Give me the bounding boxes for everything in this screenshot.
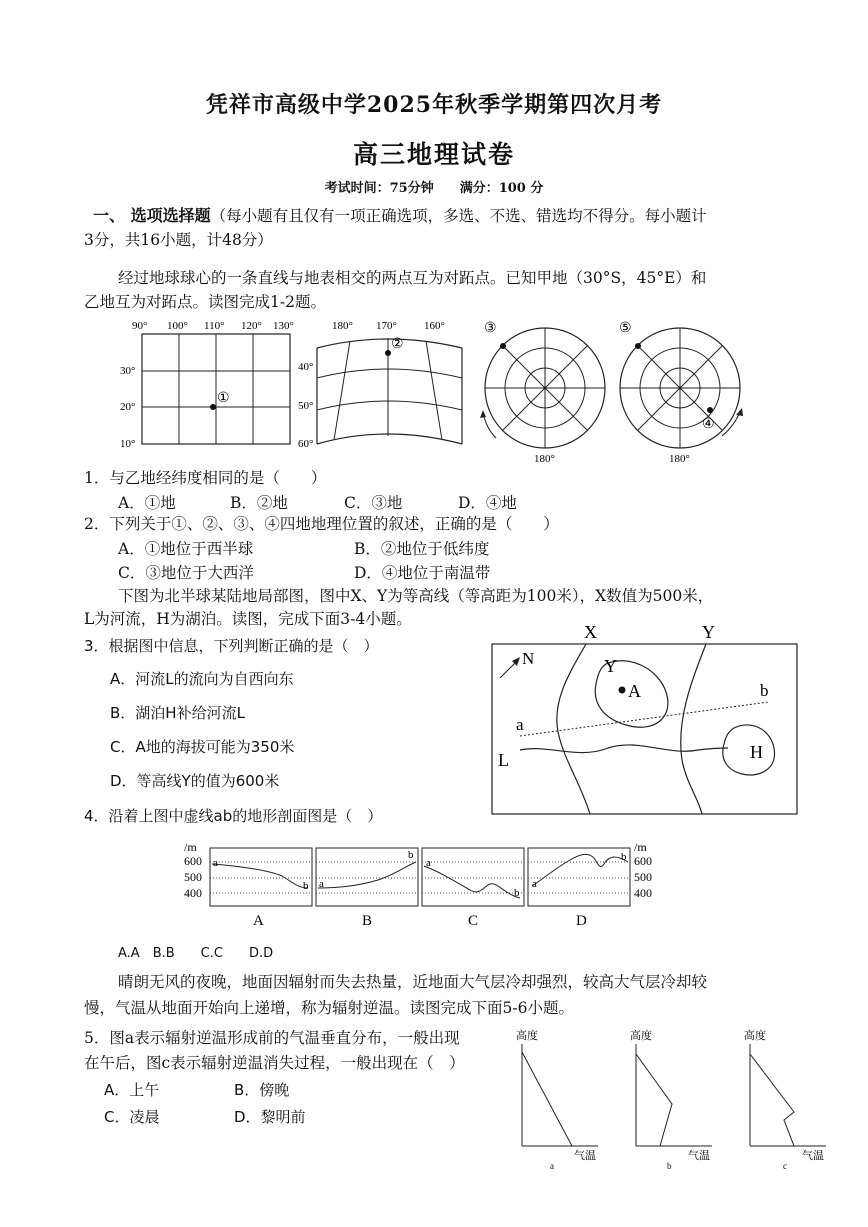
label-n: N xyxy=(522,649,535,668)
tick-400: 400 xyxy=(184,886,202,900)
label-l: L xyxy=(498,750,509,770)
point-4: ④ xyxy=(702,417,715,432)
polar1-bottom-label: 180° xyxy=(534,453,555,465)
section1-desc2: 3分，共16小题，计48分） xyxy=(84,231,273,249)
svg-text:A: A xyxy=(253,913,264,929)
label-x: X xyxy=(584,622,597,642)
tick-500-right: 500 xyxy=(634,870,652,884)
curve-top-label: 180° xyxy=(332,320,353,332)
intro12-line1: 经过地球球心的一条直线与地表相交的两点互为对跖点。已知甲地（30°S，45°E）和 xyxy=(118,269,707,287)
svg-text:B: B xyxy=(362,913,373,929)
label-h: H xyxy=(750,742,763,762)
section1-desc1: （每小题有且仅有一项正确选项，多选、不选、错选均不得分。每小题计 xyxy=(210,207,707,225)
contour-map xyxy=(488,620,803,820)
svg-text:高度: 高度 xyxy=(516,1030,538,1042)
profile-panel-c xyxy=(422,848,524,929)
svg-text:b: b xyxy=(621,851,627,863)
exam-info: 考试时间：75分钟 满分：100 分 xyxy=(324,181,544,196)
svg-text:a: a xyxy=(550,1161,554,1171)
inversion-panel-c xyxy=(744,1028,826,1171)
q5-stem-1: 5．图a表示辐射逆温形成前的气温垂直分布，一般出现 xyxy=(84,1029,460,1047)
q5-option-a: A．上午 xyxy=(104,1081,160,1099)
point-3: ③ xyxy=(484,321,497,336)
q2-option-d: D．④地位于南温带 xyxy=(354,564,491,582)
tick-500: 500 xyxy=(184,870,202,884)
curve-top-label: 160° xyxy=(424,320,445,332)
svg-text:b: b xyxy=(667,1161,672,1171)
section1-heading: 一、 选项选择题 xyxy=(93,206,211,225)
curve-map xyxy=(298,320,462,450)
intro34-line1: 下图为北半球某陆地局部图，图中X、Y为等高线（等高距为100米），X数值为500米， xyxy=(118,587,714,605)
svg-text:高度: 高度 xyxy=(630,1030,652,1042)
curve-left-label: 50° xyxy=(298,400,314,412)
curve-left-label: 60° xyxy=(298,438,314,450)
point-2: ② xyxy=(391,337,404,352)
label-y-top: Y xyxy=(702,622,715,642)
grid-top-label: 110° xyxy=(204,320,225,332)
q1-option-d: D．④地 xyxy=(458,494,517,512)
svg-text:c: c xyxy=(783,1161,787,1171)
q4-stem: 4．沿着上图中虚线ab的地形剖面图是（ ） xyxy=(84,807,383,825)
svg-text:a: a xyxy=(319,878,324,890)
q1-stem: 1．与乙地经纬度相同的是（ ） xyxy=(84,469,327,487)
svg-text:b: b xyxy=(303,880,309,892)
unit-left: /m xyxy=(184,840,197,854)
intro56-line1: 晴朗无风的夜晚，地面因辐射而失去热量，近地面大气层冷却强烈，较高大气层冷却较 xyxy=(118,973,708,991)
inversion-panel-a xyxy=(516,1028,598,1171)
q2-option-b: B．②地位于低纬度 xyxy=(354,540,490,558)
q2-option-c: C．③地位于大西洋 xyxy=(118,564,254,582)
svg-text:气温: 气温 xyxy=(802,1150,824,1162)
q1-option-a: A．①地 xyxy=(118,494,176,512)
intro34-line2: L为河流，H为湖泊。读图，完成下面3-4小题。 xyxy=(84,610,412,628)
profile-panel-b xyxy=(316,848,418,929)
profile-panel-a xyxy=(210,848,312,929)
school-title: 凭祥市高级中学2025年秋季学期第四次月考 xyxy=(205,92,663,118)
polar-map-1 xyxy=(480,321,605,465)
q3-option-a: A．河流L的流向为自西向东 xyxy=(110,670,294,688)
latlon-figures xyxy=(112,316,832,466)
q2-option-a: A．①地位于西半球 xyxy=(118,540,254,558)
q1-option-c: C．③地 xyxy=(344,494,403,512)
grid-top-label: 100° xyxy=(167,320,188,332)
svg-text:D: D xyxy=(576,913,587,929)
svg-text:a: a xyxy=(426,857,431,869)
grid-map xyxy=(120,320,294,450)
svg-text:a: a xyxy=(213,857,218,869)
q3-option-c: C．A地的海拔可能为350米 xyxy=(110,738,295,756)
point-1: ① xyxy=(217,391,230,406)
polar-map-2 xyxy=(619,321,743,465)
q3-option-d: D．等高线Y的值为600米 xyxy=(110,772,280,790)
svg-text:气温: 气温 xyxy=(574,1150,596,1162)
profile-panel-d xyxy=(528,848,630,929)
intro56-line2: 慢，气温从地面开始向上递增，称为辐射逆温。读图完成下面5-6小题。 xyxy=(84,999,574,1017)
label-a: a xyxy=(516,715,524,734)
tick-600: 600 xyxy=(184,854,202,868)
label-b: b xyxy=(760,681,769,700)
svg-text:高度: 高度 xyxy=(744,1030,766,1042)
q3-stem: 3．根据图中信息，下列判断正确的是（ ） xyxy=(84,637,379,655)
unit-right: /m xyxy=(634,840,647,854)
grid-left-label: 10° xyxy=(120,438,136,450)
grid-left-label: 30° xyxy=(120,365,136,377)
grid-left-label: 20° xyxy=(120,401,136,413)
tick-600-right: 600 xyxy=(634,854,652,868)
q5-option-d: D．黎明前 xyxy=(234,1108,306,1126)
curve-top-label: 170° xyxy=(376,320,397,332)
svg-text:C: C xyxy=(468,913,479,929)
q5-option-c: C．凌晨 xyxy=(104,1108,160,1126)
q3-option-b: B．湖泊H补给河流L xyxy=(110,704,245,722)
label-a-point: A xyxy=(628,681,641,701)
curve-left-label: 40° xyxy=(298,361,314,373)
point-5: ⑤ xyxy=(619,321,632,336)
svg-text:a: a xyxy=(532,878,537,890)
polar2-bottom-label: 180° xyxy=(669,453,690,465)
svg-text:气温: 气温 xyxy=(688,1150,710,1162)
section1-line1 xyxy=(93,204,793,228)
q2-stem: 2．下列关于①、②、③、④四地地理位置的叙述，正确的是（ ） xyxy=(84,515,559,533)
svg-text:b: b xyxy=(408,849,414,861)
q5-stem-2: 在午后，图c表示辐射逆温消失过程，一般出现在（ ） xyxy=(84,1054,465,1072)
tick-400-right: 400 xyxy=(634,886,652,900)
q1-option-b: B．②地 xyxy=(230,494,288,512)
grid-top-label: 90° xyxy=(132,320,148,332)
inversion-panel-b xyxy=(630,1028,712,1171)
label-y-inner: Y xyxy=(604,656,617,676)
grid-top-label: 130° xyxy=(273,320,294,332)
intro12-line2: 乙地互为对跖点。读图完成1-2题。 xyxy=(84,293,326,311)
profile-figures xyxy=(178,838,668,932)
exam-title: 高三地理试卷 xyxy=(352,140,515,169)
grid-top-label: 120° xyxy=(241,320,262,332)
q5-option-b: B．傍晚 xyxy=(234,1081,290,1099)
q4-answers: A.A B.B C.C D.D xyxy=(118,946,274,961)
inversion-figures xyxy=(512,1026,842,1176)
svg-text:b: b xyxy=(514,887,520,899)
